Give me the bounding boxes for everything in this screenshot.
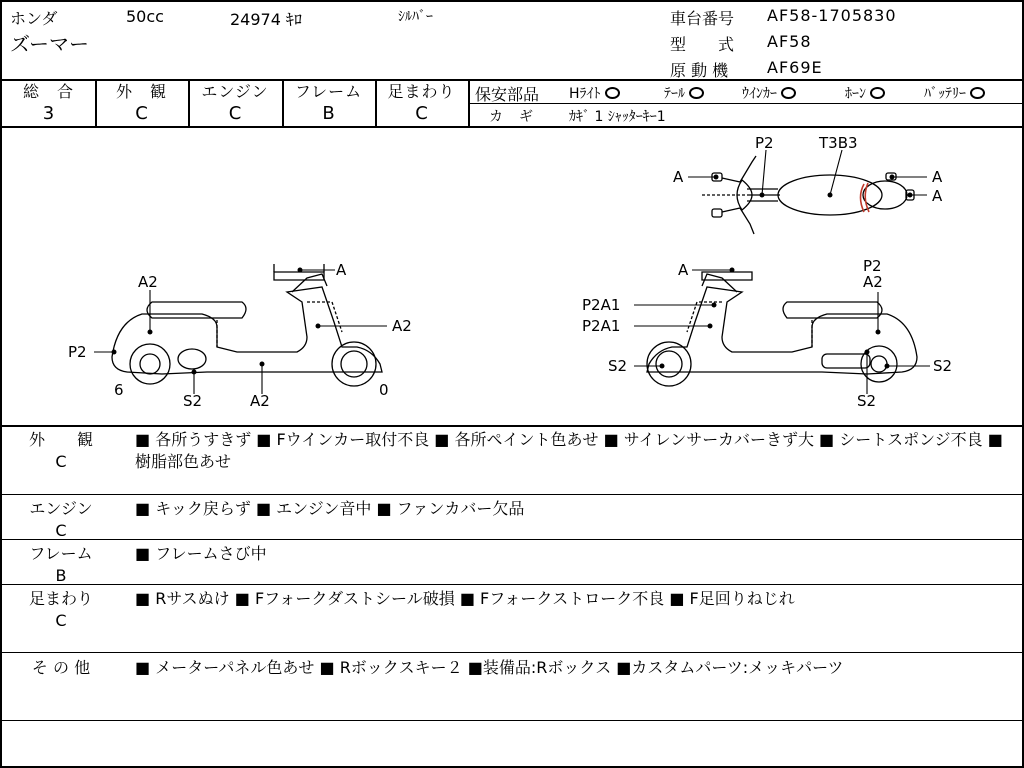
type-value: AF58: [767, 32, 812, 51]
diagram-label: A: [932, 168, 943, 186]
engine-value: AF69E: [767, 58, 823, 77]
safety-label: 保安部品: [475, 85, 540, 104]
diagram-label: A: [673, 168, 684, 186]
diagram-label: A2: [250, 392, 270, 410]
frame-no-label: 車台番号: [670, 9, 735, 28]
leader-lines: [94, 150, 930, 394]
diagram-label: A2: [392, 317, 412, 335]
grade-overall: 総 合 3: [22, 82, 74, 124]
engine-label: 原 動 機: [670, 61, 729, 80]
grade-suspension: 足まわり C: [387, 82, 456, 124]
scooter-diagram: [2, 2, 1024, 768]
color: ｼﾙﾊﾞｰ: [398, 9, 433, 25]
remark-other-text: ■ メーターパネル色あせ ■ Rボックスキー２ ■装備品:Rボックス ■カスタムパーツ:メッキパーツ: [135, 658, 844, 677]
remark-other-label: そ の 他: [31, 658, 91, 677]
grade-frame: フレーム B: [294, 82, 363, 124]
grade-engine: エンジン C: [201, 82, 269, 124]
damage-mark: [861, 183, 870, 212]
remark-frame-label: フレーム B: [29, 544, 93, 585]
safety-headlight: Hﾗｲﾄ: [569, 83, 620, 103]
diagram-label: A: [678, 261, 689, 279]
maker: ホンダ: [10, 9, 58, 28]
remark-engine-label: エンジン C: [29, 499, 93, 540]
type-label: 型 式: [670, 35, 735, 54]
safety-tail: ﾃｰﾙ: [664, 83, 704, 103]
remark-suspension-label: 足まわり C: [28, 589, 93, 630]
diagram-label: P2: [755, 134, 774, 152]
frame-no: AF58-1705830: [767, 6, 897, 25]
diagram-label: S2: [933, 357, 953, 375]
remark-suspension-text: ■ Rサスぬけ ■ Fフォークダストシール破損 ■ Fフォークストローク不良 ■ F足回りねじれ: [135, 589, 795, 608]
marker-dots: [112, 175, 913, 375]
remark-engine-text: ■ キック戻らず ■ エンジン音中 ■ ファンカバー欠品: [135, 499, 525, 518]
scooter-top-view: [702, 156, 914, 234]
diagram-label: P2A1: [582, 317, 621, 335]
diagram-label: A: [932, 187, 943, 205]
diagram-label: P2A1: [582, 296, 621, 314]
mileage: 24974 ｷﾛ: [230, 10, 302, 29]
safety-battery: ﾊﾞｯﾃﾘｰ: [924, 83, 985, 103]
diagram-label: S2: [608, 357, 628, 375]
diagram-label: P2: [68, 343, 87, 361]
remark-exterior-text: ■ 各所うすきず ■ Fウインカー取付不良 ■ 各所ペイント色あせ ■ サイレンサーカバーきず大 ■ シートスポンジ不良 ■ 樹脂部色あせ: [135, 430, 1003, 471]
diagram-label: 6: [114, 381, 124, 399]
diagram-label: A: [336, 261, 347, 279]
diagram-label: S2: [183, 392, 203, 410]
diagram-label: A2: [863, 273, 883, 291]
key-value: ｶｷﾞ 1 ｼｬｯﾀｰｷｰ1: [569, 109, 666, 125]
model-name: ズーマー: [10, 32, 89, 56]
remark-frame-text: ■ フレームさび中: [135, 544, 267, 563]
remark-exterior-label: 外 観 C: [28, 430, 93, 471]
safety-horn: ﾎｰﾝ: [845, 83, 885, 103]
key-label: カ ギ: [489, 109, 534, 125]
diagram-label: S2: [857, 392, 877, 410]
diagram-label: A2: [138, 273, 158, 291]
diagram-label: T3B3: [819, 134, 858, 152]
safety-winker: ｳｲﾝｶｰ: [742, 83, 796, 103]
grade-exterior: 外 観 C: [115, 82, 167, 124]
diagram-label: P2: [863, 257, 882, 275]
diagram-label: 0: [379, 381, 389, 399]
displacement: 50cc: [126, 7, 164, 26]
